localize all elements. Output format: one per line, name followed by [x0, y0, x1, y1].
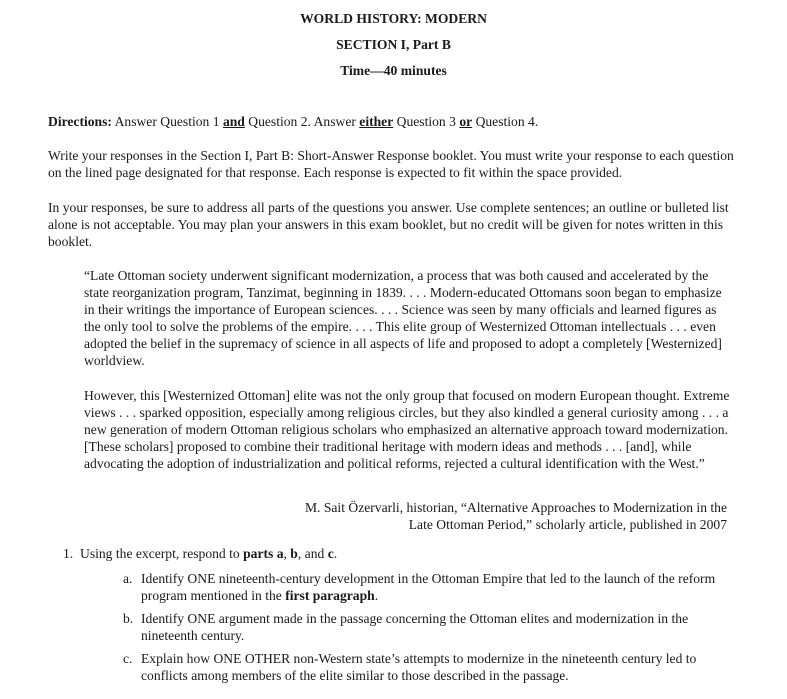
part-letter: b. — [123, 611, 134, 626]
instructions-paragraph-1: Write your responses in the Section I, Part B: Short-Answer Response booklet. You must write your response to each question on the lined page designated for that response. Each response is expected to fit within the space provided. — [48, 148, 734, 180]
excerpt-paragraph-2: However, this [Westernized Ottoman] elite was not the only group that focused on modern European thought. Extreme views . . . sparked opposition, especially among religious circles, but they also kindled a general curiosity among . . . a new generation of modern Ottoman religious scholars who emphasized an alternative approach toward modernization. [These scholars] proposed to combine their traditional heritage with modern ideas and methods . . . [and], while advocating the adoption of industrialization and political reforms, rejected a cultural identification with the West.” — [84, 388, 730, 471]
question-1-stem: 1. Using the excerpt, respond to parts a, b, and c. — [63, 546, 338, 561]
part-letter: c. — [123, 651, 133, 666]
page-title: WORLD HISTORY: MODERN — [300, 11, 487, 26]
directions-label: Directions: — [48, 114, 112, 129]
attribution-line-1: M. Sait Özervarli, historian, “Alternative Approaches to Modernization in the — [304, 500, 727, 515]
part-letter: a. — [123, 571, 133, 586]
section-title: SECTION I, Part B — [336, 37, 451, 52]
question-1-part-a: a. Identify ONE nineteenth-century development in the Ottoman Empire that led to the launch of the reform program mentioned in the first paragraph. — [123, 571, 716, 603]
question-number: 1. — [63, 546, 74, 561]
attribution-line-2: Late Ottoman Period,” scholarly article, published in 2007 — [408, 517, 727, 532]
question-1-part-c: c. Explain how ONE OTHER non-Western state’s attempts to modernize in the nineteenth century led to conflicts among members of the elite similar to those described in the passage. — [123, 651, 697, 683]
time-limit: Time—40 minutes — [340, 63, 447, 78]
instructions-paragraph-2: In your responses, be sure to address all parts of the questions you answer. Use complete sentences; an outline or bulleted list alone is not acceptable. You may plan your answers in this exam booklet, but no credit will be given for notes written in this booklet. — [48, 200, 729, 249]
directions: Directions: Answer Question 1 and Question 2. Answer either Question 3 or Question 4. — [48, 114, 539, 129]
emphasis-or: or — [459, 114, 473, 129]
excerpt-attribution — [305, 499, 727, 533]
excerpt-paragraph-1: “Late Ottoman society underwent significant modernization, a process that was both caused and accelerated by the state reorganization program, Tanzimat, beginning in 1839. . . . Modern-educated Ottomans soon began to emphasize in their writings the importance of European sciences. . . . Science was seen by many officials and learned figures as the only tool to solve the problems of the empire. . . . This elite group of Westernized Ottoman intellectuals . . . even adopted the belief in the supremacy of science in all aspects of life and proposed to adopt a completely [Westernized] worldview. — [84, 268, 722, 368]
emphasis-either: either — [359, 114, 394, 129]
question-1-part-b: b. Identify ONE argument made in the passage concerning the Ottoman elites and modernization in the nineteenth century. — [123, 611, 689, 643]
emphasis-and: and — [222, 114, 245, 129]
